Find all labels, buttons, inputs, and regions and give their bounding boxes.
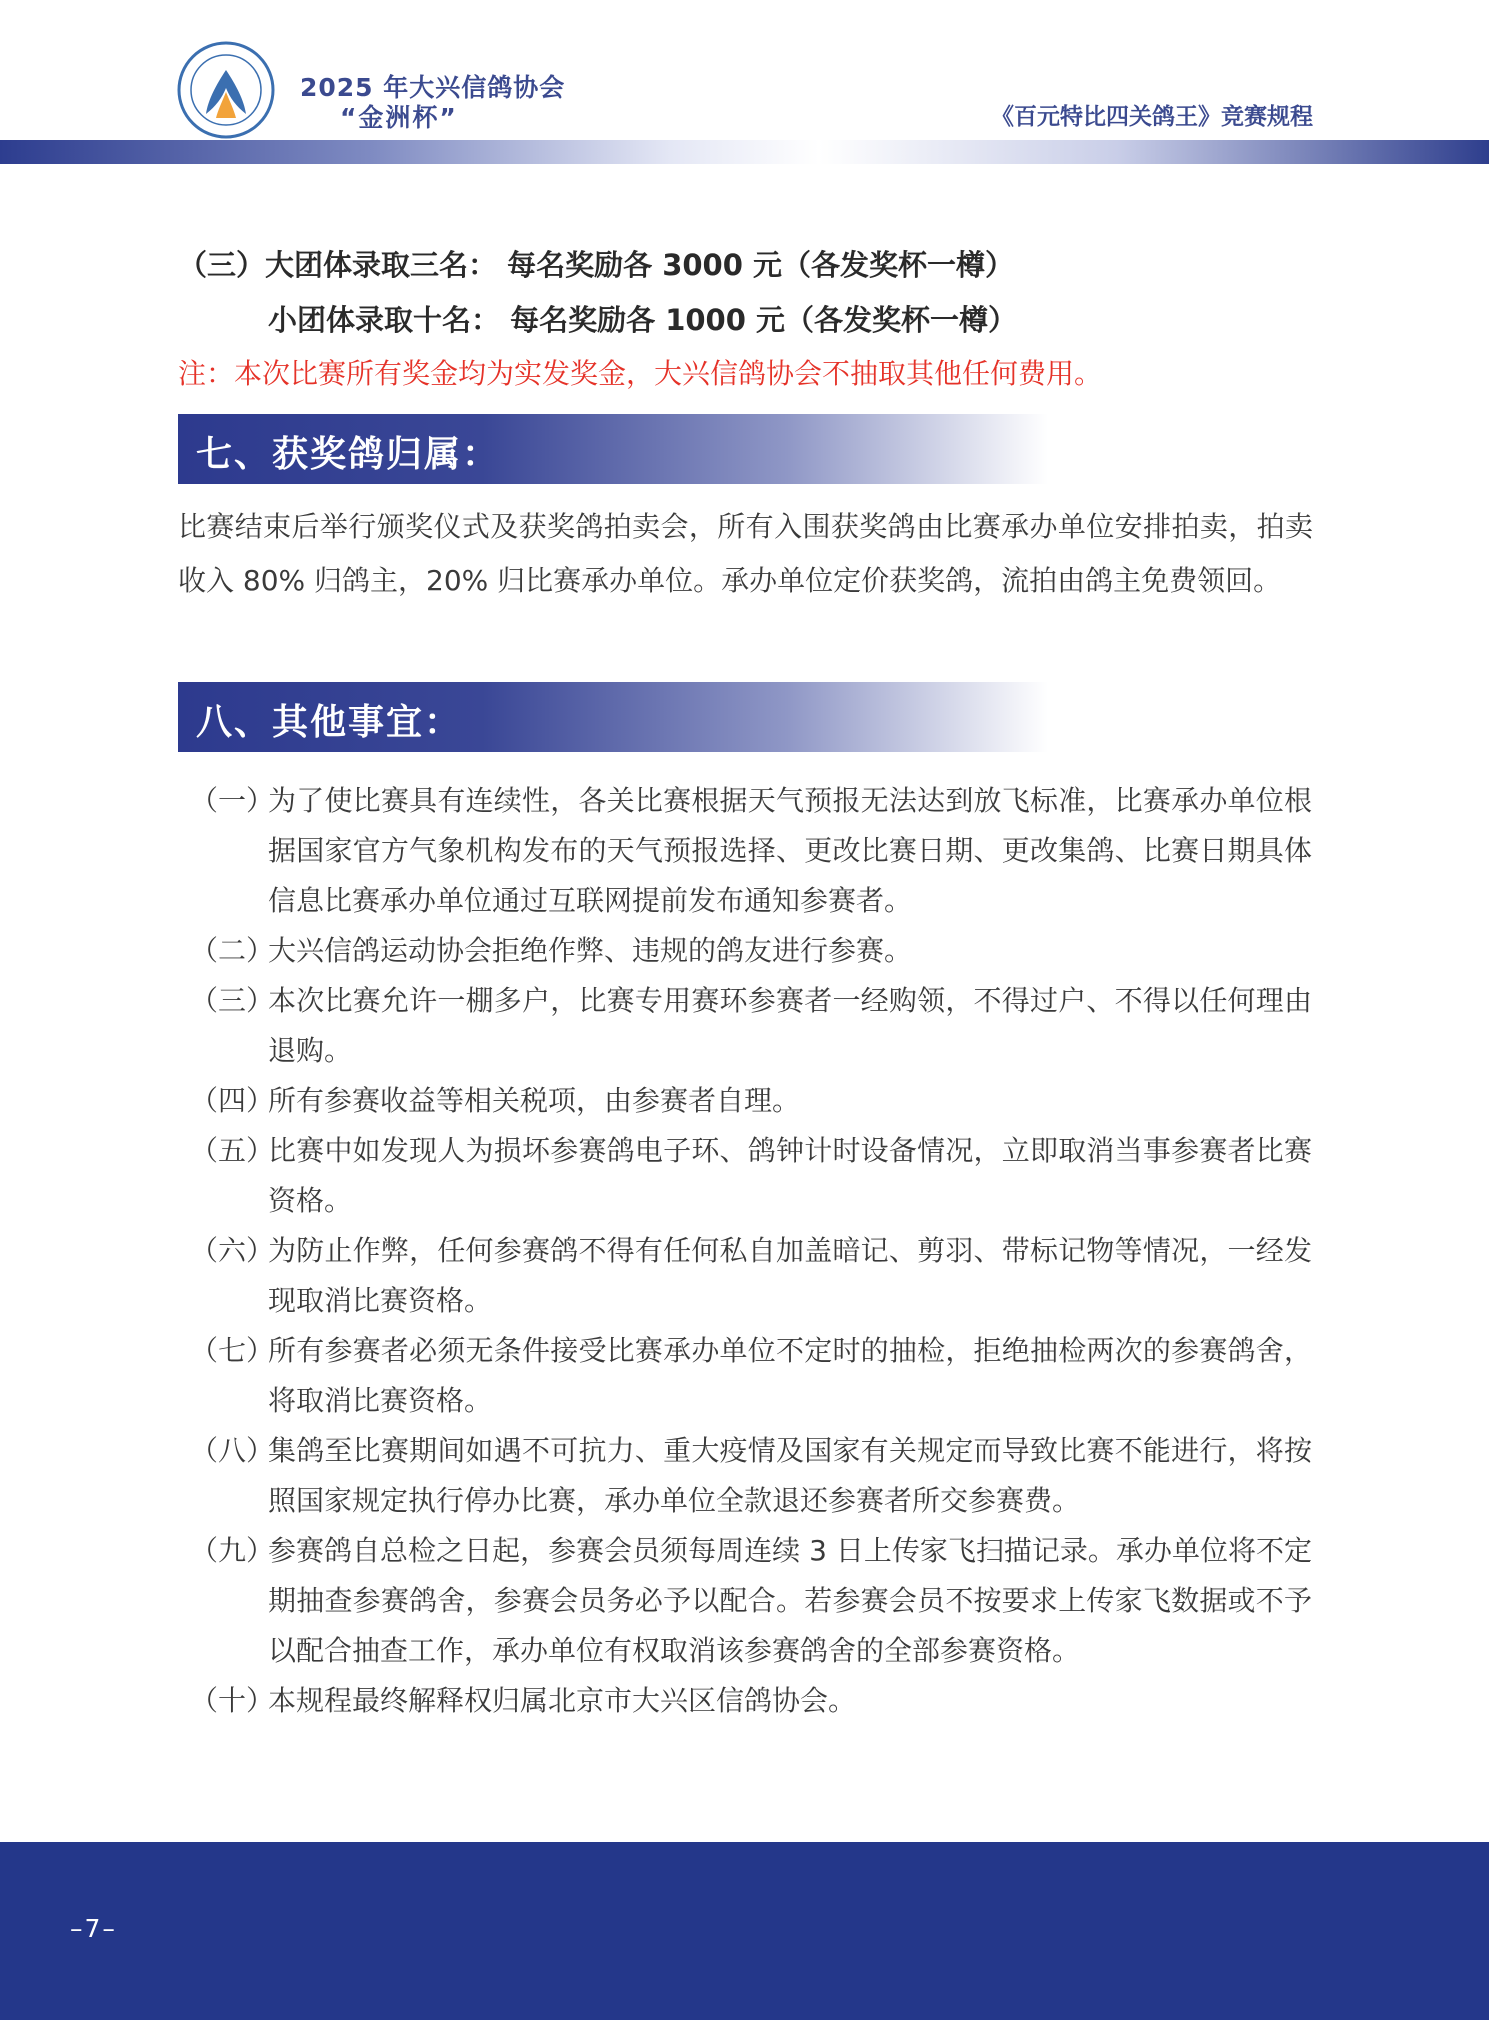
item-number: （一） xyxy=(190,784,275,817)
page-number: –7– xyxy=(70,1914,117,1943)
item-text: 为防止作弊，任何参赛鸽不得有任何私自加盖暗记、剪羽、带标记物等情况，一经发现取消比赛资格。 xyxy=(268,1234,1312,1317)
item-number: （十） xyxy=(190,1684,275,1717)
list-item xyxy=(190,926,1312,976)
item-text: 比赛中如发现人为损坏参赛鸽电子环、鸽钟计时设备情况，立即取消当事参赛者比赛资格。 xyxy=(268,1134,1312,1217)
item-number: （二） xyxy=(190,934,275,967)
item-text: 为了使比赛具有连续性，各关比赛根据天气预报无法达到放飞标准，比赛承办单位根据国家官方气象机构发布的天气预报选择、更改比赛日期、更改集鸽、比赛日期具体信息比赛承办单位通过互联网提前发布通知参赛者。 xyxy=(268,784,1312,917)
list-item xyxy=(190,1676,1312,1726)
item-text: 本次比赛允许一棚多户，比赛专用赛环参赛者一经购领，不得过户、不得以任何理由退购。 xyxy=(268,984,1312,1067)
list-item xyxy=(190,1526,1312,1676)
item-number: （七） xyxy=(190,1334,275,1367)
association-logo xyxy=(176,40,276,140)
award-line-small-team: 小团体录取十名： 每名奖励各 1000 元（各发奖杯一樽） xyxy=(268,303,1018,337)
item-text: 本规程最终解释权归属北京市大兴区信鸽协会。 xyxy=(268,1684,857,1717)
item-text: 集鸽至比赛期间如遇不可抗力、重大疫情及国家有关规定而导致比赛不能进行，将按照国家规定执行停办比赛，承办单位全款退还参赛者所交参赛费。 xyxy=(268,1434,1312,1517)
list-item xyxy=(190,1226,1312,1326)
item-number: （四） xyxy=(190,1084,275,1117)
item-number: （六） xyxy=(190,1234,275,1267)
cup-name: “金洲杯” xyxy=(340,103,458,132)
organization-title: 2025 年大兴信鸽协会 xyxy=(300,73,566,102)
list-item xyxy=(190,1076,1312,1126)
item-number: （九） xyxy=(190,1534,275,1567)
header-gradient-bar xyxy=(0,140,1489,164)
item-text: 所有参赛收益等相关税项，由参赛者自理。 xyxy=(268,1084,801,1117)
list-item xyxy=(190,976,1312,1076)
list-item xyxy=(190,1326,1312,1426)
item-number: （八） xyxy=(190,1434,275,1467)
list-item xyxy=(190,1126,1312,1226)
list-item xyxy=(190,1426,1312,1526)
item-number: （五） xyxy=(190,1134,275,1167)
section-7-body: 比赛结束后举行颁奖仪式及获奖鸽拍卖会，所有入围获奖鸽由比赛承办单位安排拍卖，拍卖收入 80% 归鸽主，20% 归比赛承办单位。承办单位定价获奖鸽，流拍由鸽主免费领回。 xyxy=(178,510,1313,597)
item-text: 所有参赛者必须无条件接受比赛承办单位不定时的抽检，拒绝抽检两次的参赛鸽舍，将取消比赛资格。 xyxy=(268,1334,1312,1417)
section-title: 七、获奖鸽归属： xyxy=(196,434,501,475)
section-title: 八、其他事宜： xyxy=(196,702,463,743)
list-item xyxy=(190,776,1312,926)
section-heading-8 xyxy=(178,682,1048,752)
item-text: 参赛鸽自总检之日起，参赛会员须每周连续 3 日上传家飞扫描记录。承办单位将不定期抽查参赛鸽舍，参赛会员务必予以配合。若参赛会员不按要求上传家飞数据或不予以配合抽查工作，承办单位有权取消该参赛鸽舍的全部参赛资格。 xyxy=(268,1534,1312,1667)
item-number: （三） xyxy=(190,984,275,1017)
award-line-large-team: （三）大团体录取三名： 每名奖励各 3000 元（各发奖杯一樽） xyxy=(178,248,1015,282)
page-footer xyxy=(0,1842,1489,2020)
section-heading-7 xyxy=(178,414,1048,484)
page-header xyxy=(0,0,1489,165)
document-title: 《百元特比四关鸽王》竞赛规程 xyxy=(991,104,1313,130)
prize-note: 注：本次比赛所有奖金均为实发奖金，大兴信鸽协会不抽取其他任何费用。 xyxy=(178,357,1103,390)
item-text: 大兴信鸽运动协会拒绝作弊、违规的鸽友进行参赛。 xyxy=(268,934,913,967)
